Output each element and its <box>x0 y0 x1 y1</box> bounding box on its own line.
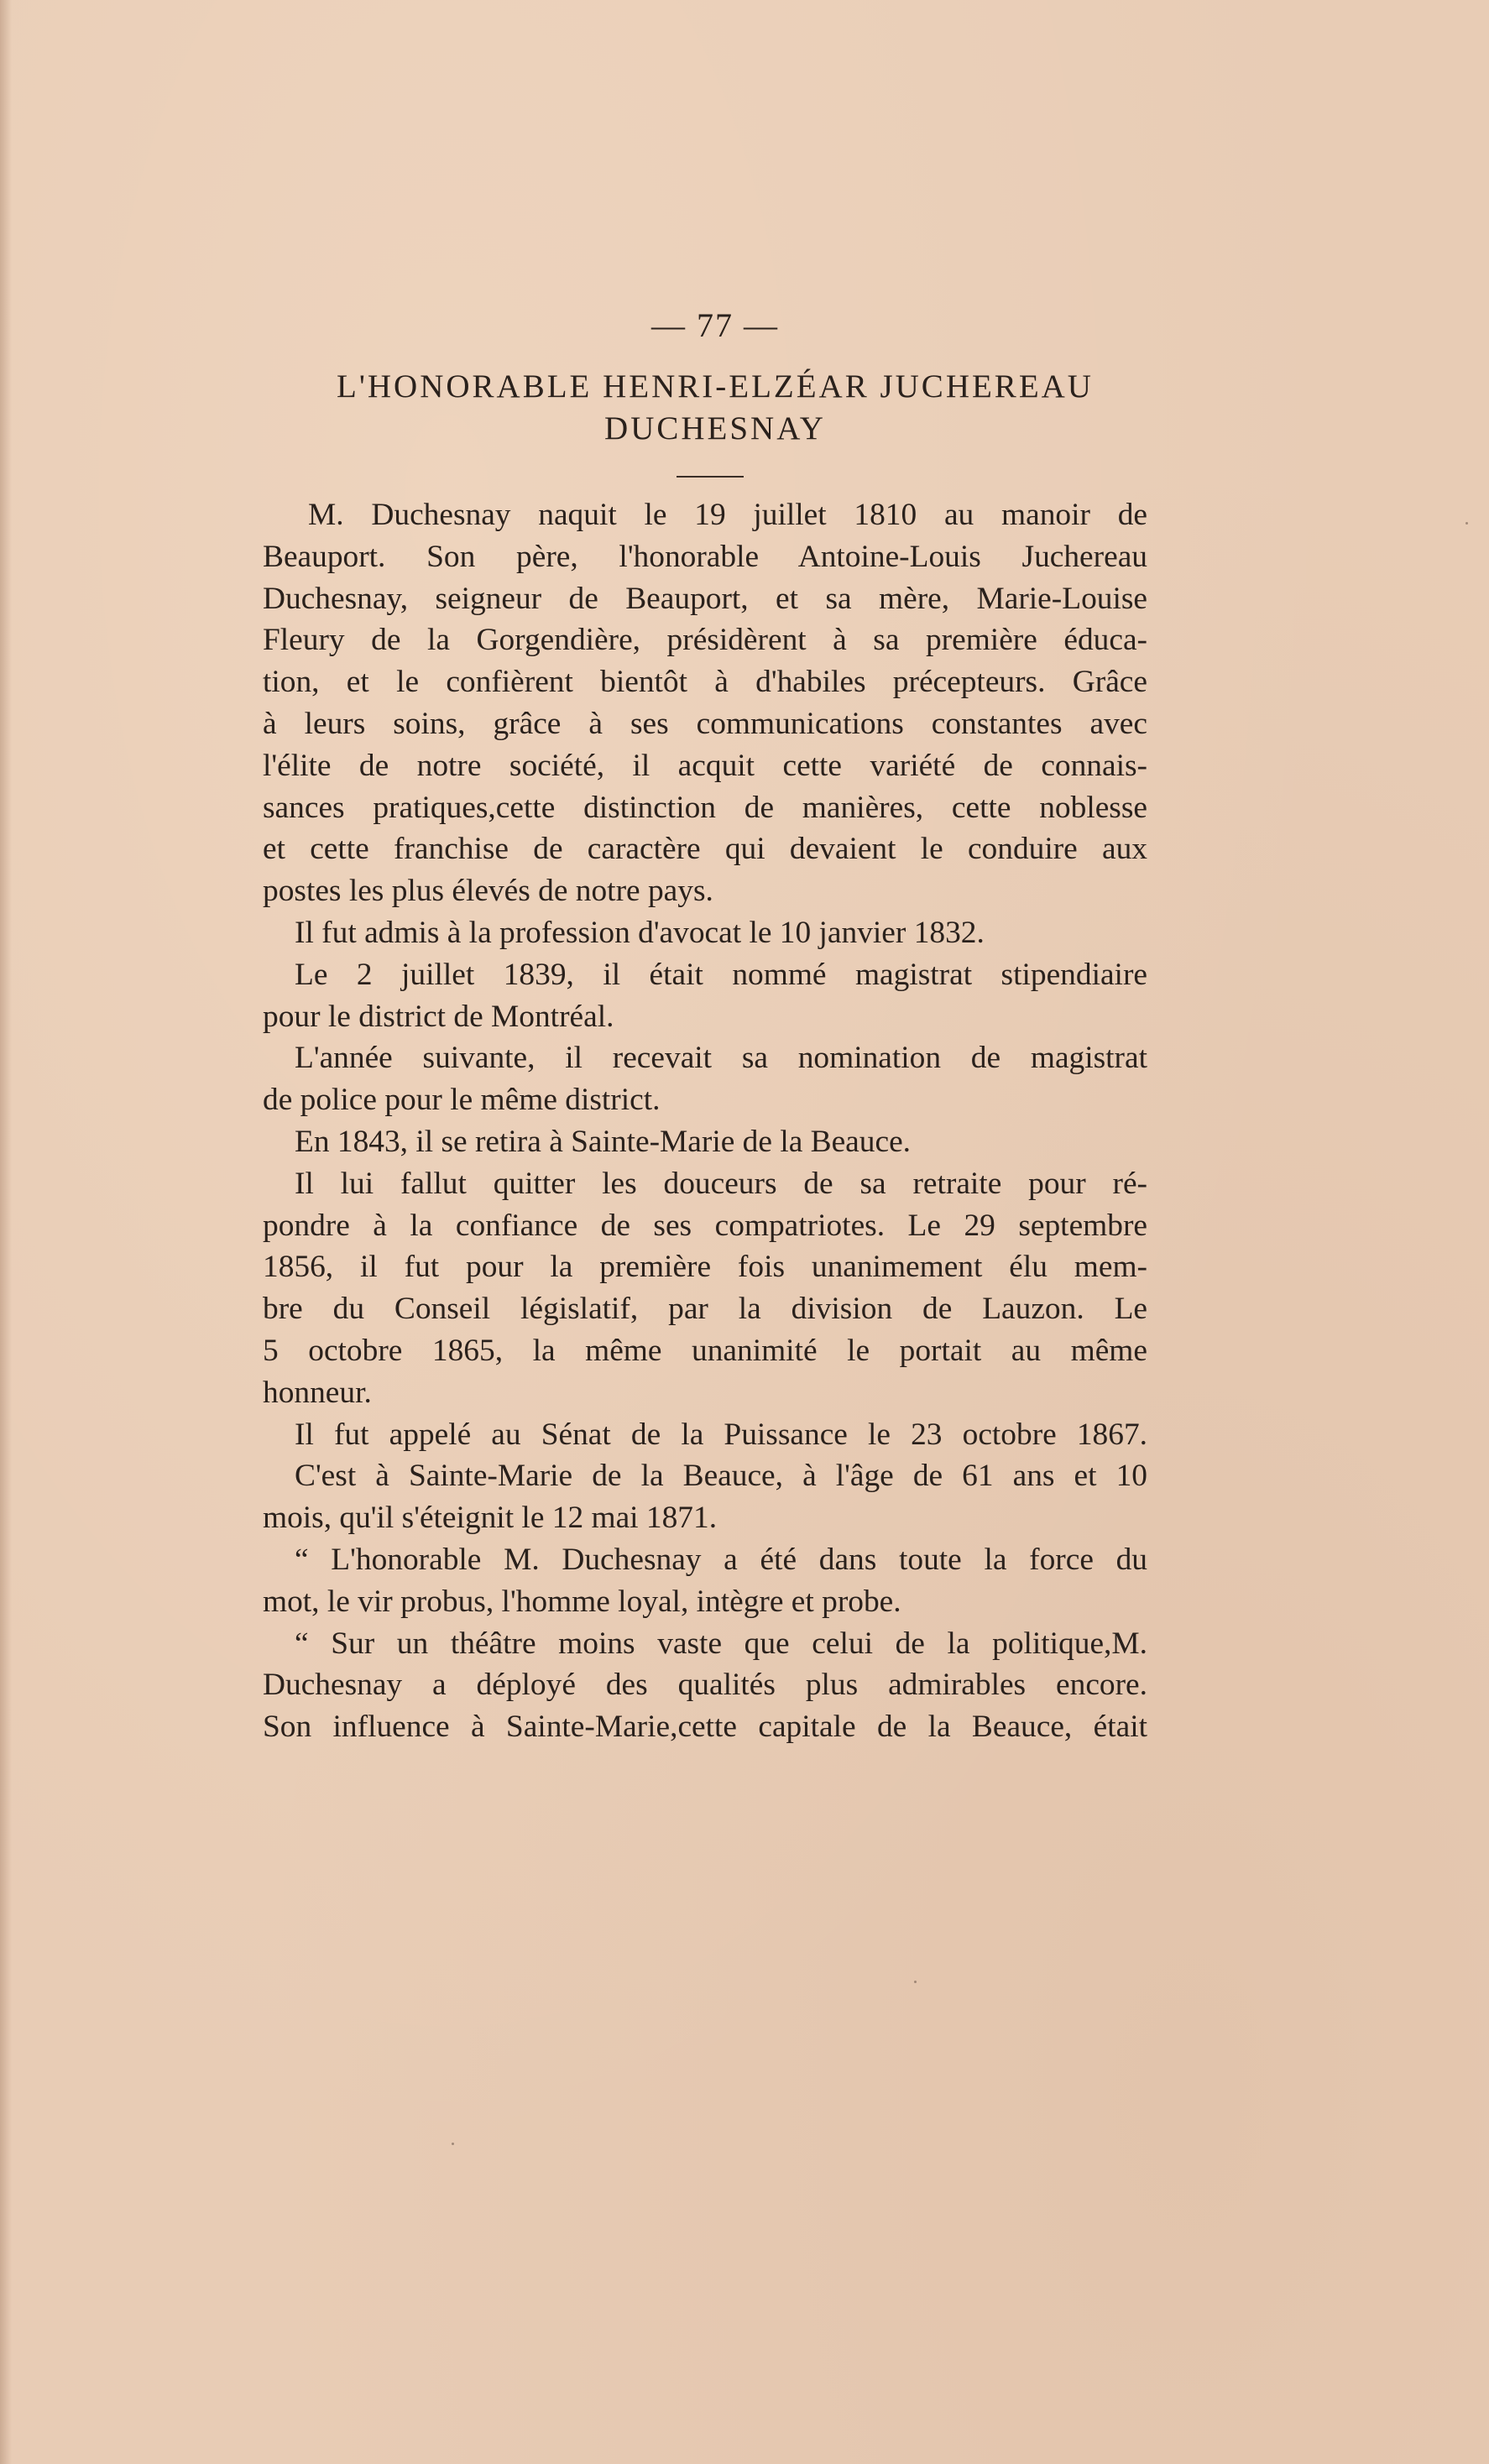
text-line: mot, le vir probus, l'homme loyal, intègre et probe. <box>263 1584 901 1619</box>
paper-speck <box>1465 522 1468 525</box>
text-line: 1856, il fut pour la première fois unanimement élu mem- <box>263 1250 1147 1285</box>
body-text <box>263 494 1147 1748</box>
text-line: Il fut appelé au Sénat de la Puissance le 23 octobre 1867. <box>295 1417 1147 1452</box>
text-line: 5 octobre 1865, la même unanimité le portait au même <box>263 1333 1147 1368</box>
text-line: postes les plus élevés de notre pays. <box>263 874 713 909</box>
text-line: Le 2 juillet 1839, il était nommé magistrat stipendiaire <box>295 957 1147 992</box>
page-number: — 77 — <box>651 306 779 344</box>
text-line: M. Duchesnay naquit le 19 juillet 1810 au manoir de <box>308 498 1147 532</box>
text-line: C'est à Sainte-Marie de la Beauce, à l'âge de 61 ans et 10 <box>295 1459 1147 1494</box>
text-line: mois, qu'il s'éteignit le 12 mai 1871. <box>263 1501 718 1536</box>
text-line: bre du Conseil législatif, par la division de Lauzon. Le <box>263 1292 1147 1327</box>
text-line: tion, et le confièrent bientôt à d'habiles précepteurs. Grâce <box>263 665 1147 700</box>
title-divider <box>677 476 744 478</box>
text-line: honneur. <box>263 1375 372 1410</box>
text-line: Duchesnay, seigneur de Beauport, et sa mère, Marie-Louise <box>263 581 1147 616</box>
text-line: Il lui fallut quitter les douceurs de sa retraite pour ré- <box>295 1166 1147 1201</box>
text-line: et cette franchise de caractère qui devaient le conduire aux <box>263 832 1147 867</box>
chapter-title-line: DUCHESNAY <box>604 410 826 446</box>
chapter-title-line: L'HONORABLE HENRI-ELZÉAR JUCHEREAU <box>337 368 1094 405</box>
paper-speck <box>452 2143 454 2145</box>
paper-speck <box>914 1981 917 1983</box>
text-line: à leurs soins, grâce à ses communications constantes avec <box>263 706 1147 741</box>
text-line: Fleury de la Gorgendière, présidèrent à sa première éduca- <box>263 623 1147 658</box>
text-line: “ Sur un théâtre moins vaste que celui de la politique,M. <box>295 1626 1147 1661</box>
chapter-title <box>252 366 1178 450</box>
text-line: Il fut admis à la profession d'avocat le 10 janvier 1832. <box>295 915 985 950</box>
page-gutter-shadow <box>0 0 12 2464</box>
text-line: pondre à la confiance de ses compatriotes. Le 29 septembre <box>263 1208 1147 1243</box>
text-line: l'élite de notre société, il acquit cette variété de connais- <box>263 748 1147 783</box>
text-line: “ L'honorable M. Duchesnay a été dans toute la force du <box>295 1542 1147 1577</box>
text-line: Duchesnay a déployé des qualités plus admirables encore. <box>263 1668 1147 1703</box>
text-line: L'année suivante, il recevait sa nomination de magistrat <box>295 1041 1147 1076</box>
text-line: de police pour le même district. <box>263 1083 661 1118</box>
text-line: Son influence à Sainte-Marie,cette capitale de la Beauce, était <box>263 1710 1147 1745</box>
text-line: Beauport. Son père, l'honorable Antoine-Louis Juchereau <box>263 539 1147 574</box>
text-line: sances pratiques,cette distinction de manières, cette noblesse <box>263 790 1147 825</box>
text-line: pour le district de Montréal. <box>263 999 614 1034</box>
text-line: En 1843, il se retira à Sainte-Marie de la Beauce. <box>295 1124 912 1159</box>
